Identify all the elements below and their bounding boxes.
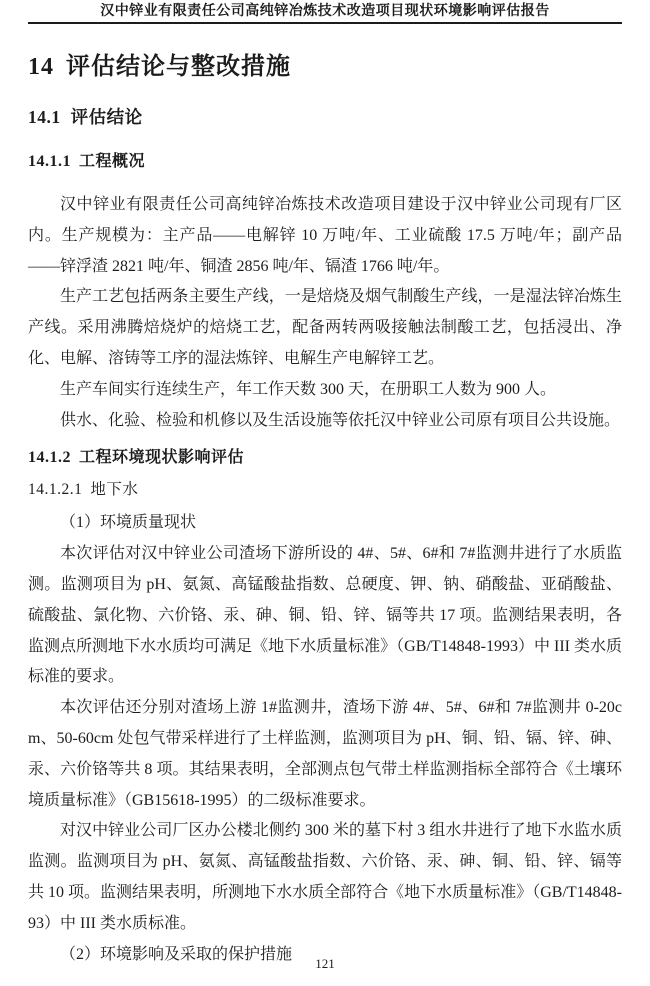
- paragraph-protection-measures-label: （2）环境影响及采取的保护措施: [60, 945, 293, 963]
- subsection-heading-14-1-2: [28, 448, 622, 468]
- paragraph-production-process: 生产工艺包括两条主要生产线，一是焙烧及烟气制酸生产线，一是湿法锌冶炼生产线。采用沸腾焙烧炉的焙烧工艺，配备两转两吸接触法制酸工艺，包括浸出、净化、电解、溶铸等工序的湿法炼锌、电解生产电解锌工艺。: [28, 288, 622, 367]
- page-footer: [0, 956, 650, 972]
- paragraph-water-monitoring: 本次评估对汉中锌业公司渣场下游所设的 4#、5#、6#和 7#监测井进行了水质监测。监测项目为 pH、氨氮、高锰酸盐指数、总硬度、钾、钠、硝酸盐、亚硝酸盐、硫酸盐、氯化物、六价铬、汞、砷、铜、铅、锌、镉等共 17 项。监测结果表明，各监测点所测地下水水质均可满足《地下水质量标准》（GB/T14848-1993）中 III 类水质标准的要求。: [28, 545, 622, 686]
- subsubsection-title: 地下水: [90, 481, 139, 499]
- section-number: 14.1: [28, 107, 61, 127]
- subsection-number: 14.1.1: [28, 153, 71, 170]
- running-header-title: 汉中锌业有限责任公司高纯锌冶炼技术改造项目现状环境影响评估报告: [100, 4, 550, 19]
- paragraph-env-quality-label: （1）环境质量现状: [60, 514, 197, 532]
- page-number: 121: [315, 956, 335, 971]
- subsection-heading-14-1-1: [28, 152, 622, 172]
- paragraph-soil-monitoring: 本次评估还分别对渣场上游 1#监测井，渣场下游 4#、5#、6#和 7#监测井 0-20cm、50-60cm 处包气带采样进行了土样监测，监测项目为 pH、铜、铅、镉、锌、砷、汞、六价铬等共 8 项。其结果表明，全部测点包气带土样监测指标全部符合《土壤环境质量标准》（GB15618-1995）的二级标准要求。: [28, 699, 622, 809]
- subsection-number: 14.1.2: [28, 449, 71, 467]
- subsection-title: 工程概况: [79, 153, 146, 170]
- section-heading-14-1: [28, 106, 622, 128]
- subsubsection-heading-14-1-2-1: [28, 480, 622, 500]
- paragraph-project-overview: 汉中锌业有限责任公司高纯锌冶炼技术改造项目建设于汉中锌业公司现有厂区内。生产规模为：主产品——电解锌 10 万吨/年、工业硫酸 17.5 万吨/年；副产品——锌浮渣 2821 吨/年、铜渣 2856 吨/年、镉渣 1766 吨/年。: [28, 196, 622, 275]
- paragraph-utilities: 供水、化验、检验和机修以及生活设施等依托汉中锌业公司原有项目公共设施。: [60, 411, 621, 429]
- page-header: [28, 0, 622, 24]
- subsubsection-number: 14.1.2.1: [28, 481, 83, 499]
- subsection-title: 工程环境现状影响评估: [79, 449, 245, 467]
- chapter-number: 14: [28, 54, 54, 80]
- chapter-heading: [28, 52, 622, 82]
- chapter-title: 评估结论与整改措施: [66, 54, 291, 80]
- section-title: 评估结论: [70, 107, 143, 127]
- document-content: [28, 22, 622, 970]
- paragraph-village-well-monitoring: 对汉中锌业公司厂区办公楼北侧约 300 米的墓下村 3 组水井进行了地下水监水质监测。监测项目为 pH、氨氮、高锰酸盐指数、六价铬、汞、砷、铜、铅、锌、镉等共 10 项。监测结果表明，所测地下水水质全部符合《地下水质量标准》（GB/T14848-93）中 III 类水质标准。: [28, 822, 622, 932]
- paragraph-working-days: 生产车间实行连续生产，年工作天数 300 天，在册职工人数为 900 人。: [60, 380, 557, 398]
